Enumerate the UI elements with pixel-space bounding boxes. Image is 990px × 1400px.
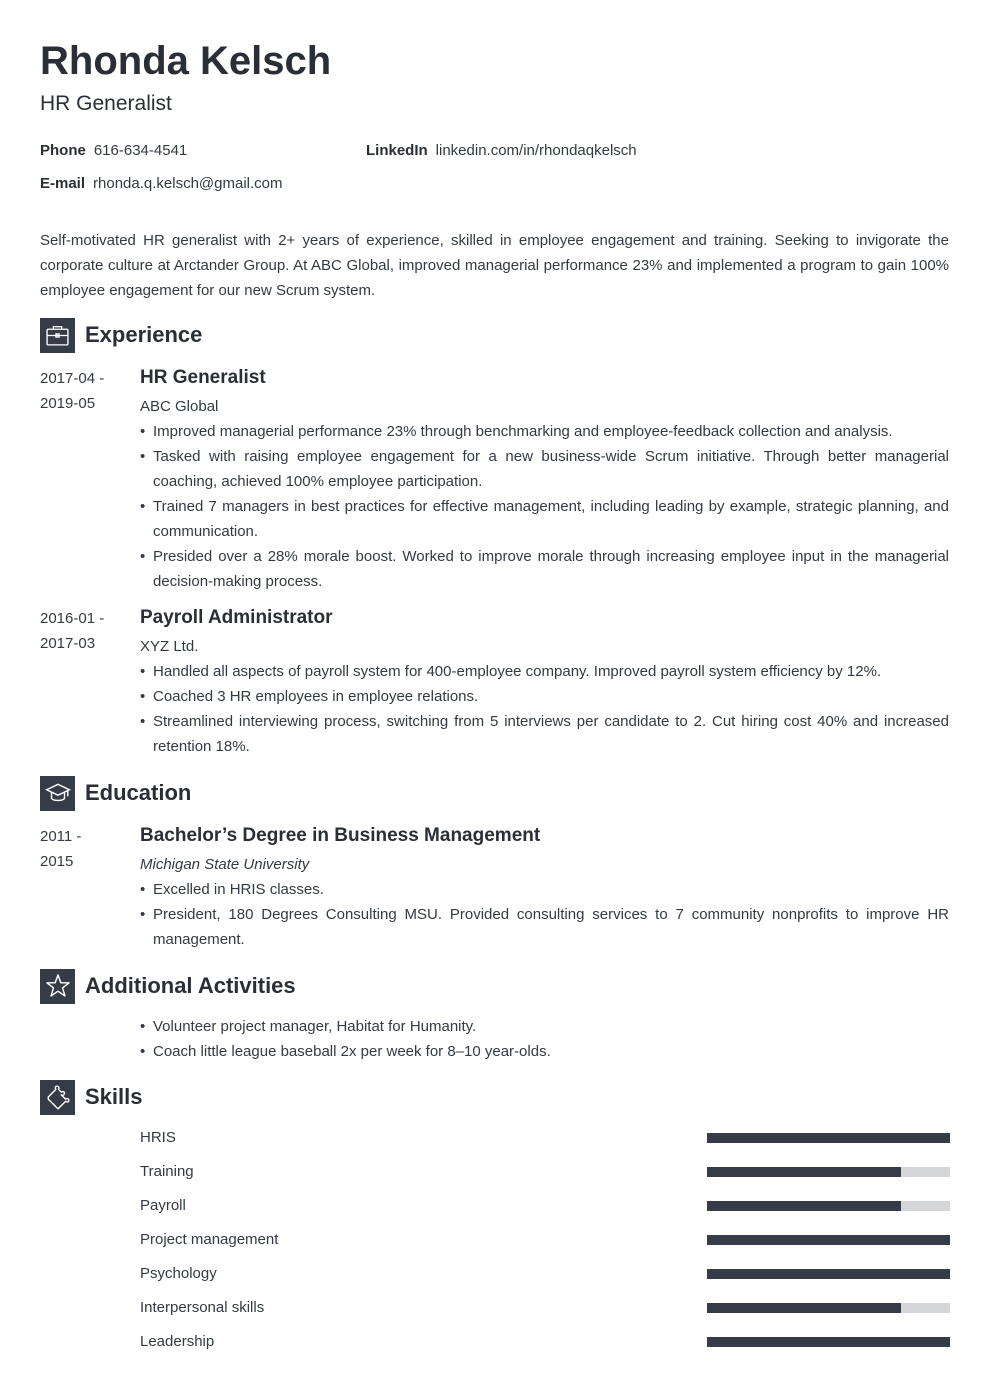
experience-header xyxy=(40,317,202,353)
skill-level-bar xyxy=(707,1133,950,1143)
skill-name: HRIS xyxy=(140,1129,176,1146)
list-item: • Tasked with raising employee engagement for a new business-wide Scrum initiative. Through better managerial coaching, achieved 100% employee participation. xyxy=(140,444,949,494)
linkedin-label: LinkedIn xyxy=(366,142,428,159)
skills-heading: Skills xyxy=(85,1084,143,1109)
skill-name: Project management xyxy=(140,1231,279,1248)
bullet-list xyxy=(140,419,949,594)
candidate-title: HR Generalist xyxy=(40,92,172,115)
activities-header xyxy=(40,968,296,1004)
skill-level-fill xyxy=(707,1337,950,1347)
email-value[interactable]: rhonda.q.kelsch@gmail.com xyxy=(93,175,283,192)
list-item: • Improved managerial performance 23% through benchmarking and employee-feedback collection and analysis. xyxy=(140,419,949,444)
skill-level-bar xyxy=(707,1269,950,1279)
skill-row xyxy=(140,1196,950,1216)
skill-level-bar xyxy=(707,1337,950,1347)
skill-name: Training xyxy=(140,1163,194,1180)
briefcase-icon xyxy=(40,318,75,353)
profile-summary: Self-motivated HR generalist with 2+ years of experience, skilled in employee engagement and training. Seeking to invigorate the corporate culture at Arctander Group. At ABC Global, improved managerial performance 23% and implemented a program to gain 100% employee engagement for our new Scrum system. xyxy=(40,232,949,299)
bullet-list xyxy=(140,659,949,759)
skill-level-bar xyxy=(707,1235,950,1245)
entry-dates xyxy=(40,366,130,416)
skill-level-fill xyxy=(707,1235,950,1245)
list-item: • Excelled in HRIS classes. xyxy=(140,877,949,902)
skill-level-fill xyxy=(707,1269,950,1279)
entry-body xyxy=(140,606,949,759)
degree-title: Bachelor’s Degree in Business Management xyxy=(140,825,541,846)
company-name: ABC Global xyxy=(140,398,219,415)
skill-row xyxy=(140,1332,950,1352)
contact-email xyxy=(40,174,283,194)
candidate-name: Rhonda Kelsch xyxy=(40,39,332,83)
experience-heading: Experience xyxy=(85,322,203,347)
date-end: 2015 xyxy=(40,853,74,870)
bullet-list xyxy=(140,1014,949,1064)
linkedin-value[interactable]: linkedin.com/in/rhondaqkelsch xyxy=(435,142,637,159)
activities-heading: Additional Activities xyxy=(85,973,296,998)
entry-body xyxy=(140,1014,949,1064)
skill-row xyxy=(140,1162,950,1182)
list-item: • President, 180 Degrees Consulting MSU. Provided consulting services to 7 community nonprofits to improve HR management. xyxy=(140,902,949,952)
entry-body xyxy=(140,366,949,594)
skill-level-fill xyxy=(707,1167,901,1177)
skill-name: Leadership xyxy=(140,1333,215,1350)
date-start: 2016-01 - xyxy=(40,610,105,627)
list-item: • Presided over a 28% morale boost. Worked to improve morale through increasing employee input in the managerial decision-making process. xyxy=(140,544,949,594)
list-item: • Streamlined interviewing process, switching from 5 interviews per candidate to 2. Cut hiring cost 40% and increased retention 18%. xyxy=(140,709,949,759)
skill-row xyxy=(140,1298,950,1318)
list-item: • Trained 7 managers in best practices for effective management, including leading by example, strategic planning, and communication. xyxy=(140,494,949,544)
list-item: • Handled all aspects of payroll system for 400-employee company. Improved payroll system efficiency by 12%. xyxy=(140,659,949,684)
phone-label: Phone xyxy=(40,142,86,159)
education-heading: Education xyxy=(85,780,192,805)
skill-row xyxy=(140,1128,950,1148)
skill-row xyxy=(140,1230,950,1250)
contact-linkedin xyxy=(366,141,637,161)
school-name: Michigan State University xyxy=(140,856,310,873)
entry-dates xyxy=(40,606,130,656)
job-title: Payroll Administrator xyxy=(140,607,333,628)
skill-row xyxy=(140,1264,950,1284)
skills-header xyxy=(40,1079,142,1115)
job-title: HR Generalist xyxy=(140,367,266,388)
entry-body xyxy=(140,824,949,952)
entry-dates xyxy=(40,824,130,874)
puzzle-piece-icon xyxy=(40,1080,75,1115)
skill-level-bar xyxy=(707,1167,950,1177)
skill-level-bar xyxy=(707,1303,950,1313)
date-start: 2011 - xyxy=(40,828,82,845)
list-item: • Coach little league baseball 2x per week for 8–10 year-olds. xyxy=(140,1039,949,1064)
list-item: • Volunteer project manager, Habitat for Humanity. xyxy=(140,1014,949,1039)
star-icon xyxy=(40,969,75,1004)
bullet-list xyxy=(140,877,949,952)
company-name: XYZ Ltd. xyxy=(140,638,199,655)
skill-name: Psychology xyxy=(140,1265,217,1282)
skill-level-fill xyxy=(707,1303,901,1313)
skill-level-fill xyxy=(707,1133,950,1143)
graduation-cap-icon xyxy=(40,776,75,811)
skill-name: Payroll xyxy=(140,1197,186,1214)
list-item: • Coached 3 HR employees in employee relations. xyxy=(140,684,949,709)
contact-phone xyxy=(40,141,187,161)
email-label: E-mail xyxy=(40,175,86,192)
skill-level-bar xyxy=(707,1201,950,1211)
skill-level-fill xyxy=(707,1201,901,1211)
date-start: 2017-04 - xyxy=(40,370,105,387)
phone-value: 616-634-4541 xyxy=(93,142,188,159)
education-header xyxy=(40,775,191,811)
skill-name: Interpersonal skills xyxy=(140,1299,265,1316)
date-end: 2017-03 xyxy=(40,635,96,652)
date-end: 2019-05 xyxy=(40,395,96,412)
